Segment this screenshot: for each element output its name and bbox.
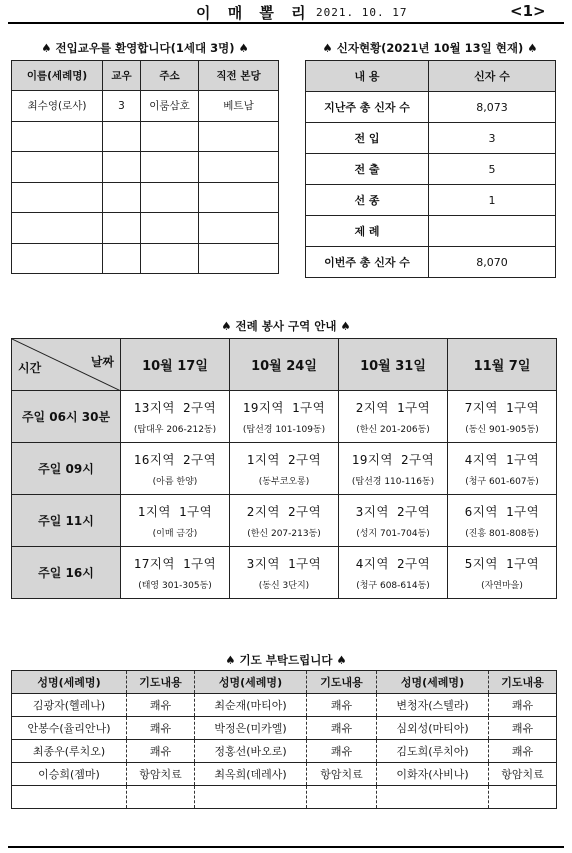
corner-cell	[12, 339, 121, 391]
prayer-intent: 쾌유	[489, 717, 557, 740]
time-cell: 주일 09시	[12, 443, 121, 495]
column-header: 이름(세례명)	[12, 61, 103, 91]
stat-value: 8,073	[429, 92, 556, 123]
stat-label: 전 출	[306, 154, 429, 185]
table-row	[12, 443, 557, 495]
zone-cell	[230, 495, 339, 547]
stat-value: 3	[429, 123, 556, 154]
table-cell	[141, 182, 199, 213]
table-row	[306, 216, 556, 247]
table-row	[12, 391, 557, 443]
stat-label: 이번주 총 신자 수	[306, 247, 429, 278]
zone-main: 4지역 1구역	[464, 452, 540, 467]
column-header: 성명(세례명)	[377, 671, 489, 694]
prayer-intent: 쾌유	[307, 694, 377, 717]
newcomer-address: 이룸삼호	[141, 91, 199, 122]
zone-cell	[339, 391, 448, 443]
newcomers-heading: ♠ 전입교우를 환영합니다(1세대 3명) ♠	[41, 41, 249, 55]
day-header: 10월 17일	[121, 339, 230, 391]
column-header: 기도내용	[489, 671, 557, 694]
zone-cell	[121, 391, 230, 443]
table-row	[12, 152, 279, 183]
table-row	[12, 547, 557, 599]
stat-value	[429, 216, 556, 247]
table-cell	[12, 121, 103, 152]
column-header: 기도내용	[127, 671, 195, 694]
newcomer-name: 최수영(로사)	[12, 91, 103, 122]
table-row	[12, 121, 279, 152]
schedule-heading: ♠ 전례 봉사 구역 안내 ♠	[221, 319, 351, 333]
bulletin-title: 이 매 뽈 리	[196, 4, 312, 22]
prayer-intent: 항암치료	[127, 763, 195, 786]
prayer-intent	[489, 786, 557, 809]
zone-cell	[448, 443, 557, 495]
column-header: 성명(세례명)	[12, 671, 127, 694]
day-header: 10월 31일	[339, 339, 448, 391]
prayer-name: 최옥희(데레사)	[195, 763, 307, 786]
stat-value: 5	[429, 154, 556, 185]
corner-date-label: 날짜	[90, 355, 114, 369]
zone-main: 1지역 2구역	[246, 452, 322, 467]
zone-sub: (태영 301-305동)	[138, 581, 212, 591]
table-cell	[199, 121, 279, 152]
prayer-name: 이화자(사비나)	[377, 763, 489, 786]
prayer-name: 심외성(마티아)	[377, 717, 489, 740]
table-row	[12, 694, 557, 717]
zone-cell	[121, 495, 230, 547]
table-cell	[12, 213, 103, 244]
table-cell	[103, 213, 141, 244]
prayer-name: 최순재(마티아)	[195, 694, 307, 717]
zone-cell	[339, 547, 448, 599]
zone-sub: (한신 207-213동)	[247, 529, 321, 539]
prayer-intent	[307, 786, 377, 809]
stat-label: 지난주 총 신자 수	[306, 92, 429, 123]
zone-sub: (탑선경 110-116동)	[351, 477, 435, 487]
zone-main: 5지역 1구역	[464, 556, 540, 571]
table-row	[306, 123, 556, 154]
prayer-name: 변청자(스텔라)	[377, 694, 489, 717]
stat-label: 전 입	[306, 123, 429, 154]
table-row	[306, 154, 556, 185]
zone-main: 19지역 2구역	[351, 452, 435, 467]
prayer-name: 최종우(루치오)	[12, 740, 127, 763]
column-header: 내 용	[306, 61, 429, 92]
newcomers-table	[11, 60, 279, 274]
day-header: 11월 7일	[448, 339, 557, 391]
bulletin-date: 2021. 10. 17	[316, 6, 408, 19]
corner-time-label: 시간	[18, 361, 42, 375]
zone-cell	[448, 495, 557, 547]
zone-cell	[230, 547, 339, 599]
stat-value: 1	[429, 185, 556, 216]
stats-header-row	[306, 61, 556, 92]
table-cell	[199, 182, 279, 213]
zone-sub: (동신 901-905동)	[465, 425, 539, 435]
stat-value: 8,070	[429, 247, 556, 278]
zone-main: 3지역 2구역	[355, 504, 431, 519]
zone-sub: (진흥 801-808동)	[465, 529, 539, 539]
column-header: 주소	[141, 61, 199, 91]
prayer-intent: 쾌유	[127, 717, 195, 740]
zone-main: 16지역 2구역	[133, 452, 217, 467]
zone-main: 4지역 2구역	[355, 556, 431, 571]
zone-cell	[121, 443, 230, 495]
zone-sub: (성지 701-704동)	[356, 529, 430, 539]
column-header: 신자 수	[429, 61, 556, 92]
table-cell	[103, 121, 141, 152]
zone-main: 6지역 1구역	[464, 504, 540, 519]
zone-main: 2지역 2구역	[246, 504, 322, 519]
prayer-header-row	[12, 671, 557, 694]
zone-sub: (아름 한양)	[152, 477, 198, 487]
table-row	[306, 92, 556, 123]
table-row	[12, 786, 557, 809]
table-cell	[103, 182, 141, 213]
zone-cell	[121, 547, 230, 599]
table-cell	[141, 213, 199, 244]
stats-heading: ♠ 신자현황(2021년 10월 13일 현재) ♠	[322, 41, 538, 55]
zone-main: 3지역 1구역	[246, 556, 322, 571]
table-row	[12, 182, 279, 213]
prayer-intent: 쾌유	[489, 694, 557, 717]
table-row	[12, 717, 557, 740]
prayer-name	[195, 786, 307, 809]
prayer-intent: 쾌유	[307, 717, 377, 740]
schedule-table	[11, 338, 557, 599]
table-cell	[199, 243, 279, 274]
prayer-intent: 항암치료	[489, 763, 557, 786]
table-cell	[199, 213, 279, 244]
footer-rule	[8, 846, 564, 848]
prayer-name: 김광자(헬레나)	[12, 694, 127, 717]
schedule-header-row	[12, 339, 557, 391]
newcomers-header-row	[12, 61, 279, 91]
day-header: 10월 24일	[230, 339, 339, 391]
stats-table	[305, 60, 556, 278]
table-row	[306, 185, 556, 216]
table-row	[12, 213, 279, 244]
table-cell	[12, 152, 103, 183]
prayer-intent	[127, 786, 195, 809]
zone-cell	[448, 547, 557, 599]
prayer-table	[11, 670, 557, 809]
prayer-intent: 쾌유	[489, 740, 557, 763]
column-header: 기도내용	[307, 671, 377, 694]
zone-main: 2지역 1구역	[355, 400, 431, 415]
zone-cell	[339, 443, 448, 495]
prayer-intent: 쾌유	[127, 740, 195, 763]
table-cell	[12, 182, 103, 213]
prayer-name: 이승희(젬마)	[12, 763, 127, 786]
table-row	[12, 763, 557, 786]
table-cell	[103, 243, 141, 274]
table-cell	[141, 121, 199, 152]
time-cell: 주일 06시 30분	[12, 391, 121, 443]
column-header: 교우	[103, 61, 141, 91]
prayer-intent: 쾌유	[127, 694, 195, 717]
zone-cell	[448, 391, 557, 443]
table-row	[12, 495, 557, 547]
prayer-name	[377, 786, 489, 809]
zone-main: 19지역 1구역	[242, 400, 326, 415]
table-cell	[141, 243, 199, 274]
prayer-name: 박정은(미카엘)	[195, 717, 307, 740]
page-header	[0, 0, 572, 24]
zone-sub: (청구 601-607동)	[465, 477, 539, 487]
zone-sub: (한신 201-206동)	[356, 425, 430, 435]
zone-sub: (이매 금강)	[152, 529, 198, 539]
table-cell	[141, 152, 199, 183]
zone-sub: (청구 608-614동)	[356, 581, 430, 591]
table-cell	[199, 152, 279, 183]
prayer-intent: 항암치료	[307, 763, 377, 786]
page-number: <1>	[510, 2, 546, 20]
prayer-intent: 쾌유	[307, 740, 377, 763]
prayer-name: 김도희(루치아)	[377, 740, 489, 763]
zone-sub: (탑대우 206-212동)	[133, 425, 217, 435]
prayer-heading: ♠ 기도 부탁드립니다 ♠	[225, 653, 347, 667]
zone-main: 1지역 1구역	[137, 504, 213, 519]
zone-sub: (동신 3단지)	[258, 581, 310, 591]
table-row	[306, 247, 556, 278]
newcomer-prev-parish: 베트남	[199, 91, 279, 122]
zone-cell	[339, 495, 448, 547]
table-row	[12, 243, 279, 274]
table-row	[12, 91, 279, 122]
zone-sub: (자연마을)	[481, 581, 523, 591]
column-header: 성명(세례명)	[195, 671, 307, 694]
table-row	[12, 740, 557, 763]
header-rule	[8, 22, 564, 24]
zone-sub: (동부코오롱)	[258, 477, 310, 487]
time-cell: 주일 16시	[12, 547, 121, 599]
stat-label: 제 례	[306, 216, 429, 247]
newcomer-count: 3	[103, 91, 141, 122]
prayer-name	[12, 786, 127, 809]
prayer-name: 안봉수(율리안나)	[12, 717, 127, 740]
zone-main: 13지역 2구역	[133, 400, 217, 415]
zone-sub: (탑선경 101-109동)	[242, 425, 326, 435]
column-header: 직전 본당	[199, 61, 279, 91]
prayer-name: 정홍선(바오로)	[195, 740, 307, 763]
zone-cell	[230, 391, 339, 443]
stat-label: 선 종	[306, 185, 429, 216]
zone-main: 17지역 1구역	[133, 556, 217, 571]
table-cell	[12, 243, 103, 274]
table-cell	[103, 152, 141, 183]
zone-main: 7지역 1구역	[464, 400, 540, 415]
zone-cell	[230, 443, 339, 495]
time-cell: 주일 11시	[12, 495, 121, 547]
